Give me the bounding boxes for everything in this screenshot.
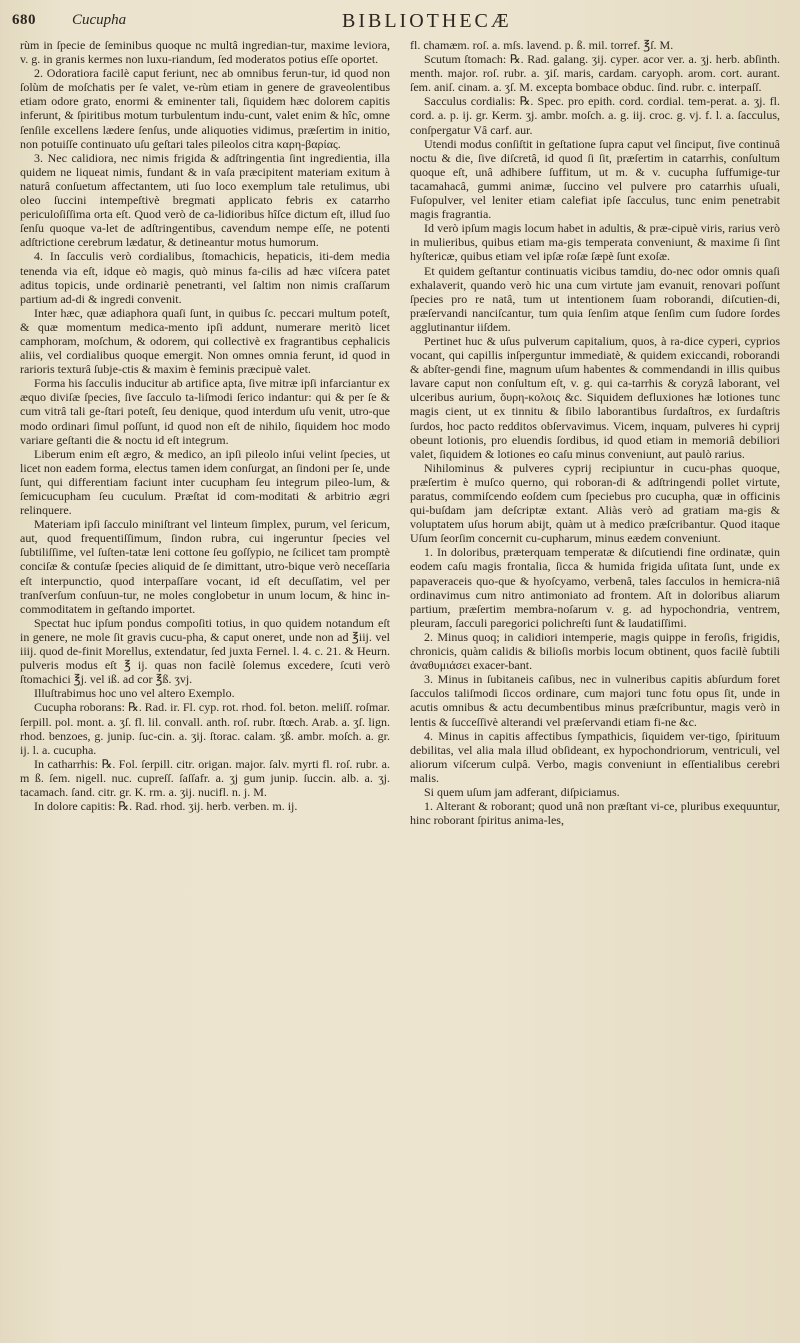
paragraph: 2. Odoratiora facilè caput feriunt, nec ab omnibus ferun-tur, id quod non ſolùm de moſchatis per ſe valet, ve-rùm etiam in genere de graveolentibus etiam odore grato, enormi & eminenter tali, ſiquidem hæc dolorem capitis inferunt, & ſpiritibus motum turbulentum indu-cunt, valet enim & hîc, omne ſenſile excellens lædere ſenſus, unde aliquoties vidimus, præſertim in initio, non potuiſſe continuato uſu geſtari tales pileolos citra καρη-βαρίας. (20, 66, 390, 151)
paragraph: Liberum enim eſt ægro, & medico, an ipſi pileolo inſui velint ſpecies, ut licet non eadem forma, electus tamen idem conſurgat, an ſindoni per ſe, unde ſunt, qui differentiam faciunt inter cucupham ſeu integrum pileo-lum, & ſemicucupham ſeu cuculum. Præſtat id com-moditati & arbitrio ægri relinquere. (20, 446, 390, 518)
left-column (20, 38, 390, 813)
paragraph: 3. Nec calidiora, nec nimis frigida & adſtringentia ſint ingredientia, illa quidem ne liqueat nimis, fundant & in vaſa præcipitent materiam exitum à naturâ conſuetum affectantem, uti ſuo loco exemplum tale retulimus, ubi oleo ſuccini intempeſtivè bregmati applicato febris ex catarrho periculoſiſſima orta eſt. Quod verò de ca-lidioribus hîſce dictum eſt, illud ſuo ſenſu quoque va-let de adſtringentibus, cavendum nempe eſſe, ne potenti adſtrictione cerebrum lædatur, & detineantur motus humorum. (20, 150, 390, 250)
paragraph: rùm in ſpecie de ſeminibus quoque nc multâ ingredian-tur, maxime leviora, v. g. in granis kermes non luxu-riandum, ſed moderatos potius eſſe oportet. (20, 38, 390, 67)
paragraph: 1. In doloribus, præterquam temperatæ & diſcutiendi fine ordinatæ, quin eodem caſu magis frontalia, ſicca & humida frigida uſitata ſunt, unde ex papaveraceis quo-que & hyoſcyamo, verbenâ, tales ſacculos in hemicra-niâ ordinavimus cum nitro antimoniato ad frontem. Aſt in doloribus aliarum partium, præſertim membra-noſarum v. g. ad hypochondria, ventrem, pleuram, ſacculi paregorici polichreſti ſunt & laudatiſſimi. (410, 545, 780, 630)
running-header (12, 10, 788, 38)
paragraph: 1. Alterant & roborant; quod unâ non præſtant vi-ce, pluribus exequuntur, hinc roborant ſpiritus anima-les, (410, 799, 780, 828)
paragraph: In dolore capitis: ℞. Rad. rhod. ʒij. herb. verben. m. ij. (34, 799, 298, 814)
paragraph: Utendi modus conſiſtit in geſtatione ſupra caput vel ſinciput, ſive continuâ noctu & die, ſive diſcretâ, id quod ſi ſit, præſertim in catarrhis, conſultum quoque eſt, unâ adhibere ſuffitum, ut m. & v. cucupha ſuffumige-tur tacamahacâ, gummi animæ, ſuccino vel pulvere pro catarrhis uſuali, Fuſopulver, vel leniter etiam calefiat ipſe ſacculus, tunc enim penetrabit magis fragrantia. (410, 136, 780, 222)
paragraph: Id verò ipſum magis locum habet in adultis, & præ-cipuè viris, rarius verò in mulieribus, quibus etiam ma-gis temperata conveniunt, & maxime ſi ſint hyſtericæ, quibus etiam vel ipſæ roſæ ſæpè ſunt exoſæ. (410, 221, 780, 264)
paragraph: Forma his ſacculis inducitur ab artifice apta, ſive mitræ ipſi infarciantur ex æquo diviſæ ſpecies, ſive ſacculo ta-liſmodi ſerico indantur: qui & per ſe & cum vitrâ tali ge-ſtari poteſt, ſeu denique, quod interdum uſu venit, utro-que modo ordinari ſimul poſſunt, id quod non eſt de nihilo, ſiquidem hoc modo variare geſtanti die & noctu id eſt integrum. (20, 376, 390, 447)
paragraph: Spectat huc ipſum pondus compoſiti totius, in quo quidem notandum eſt in genere, ne mole ſit gravis cucu-pha, & caput oneret, unde non ad ℥iij. vel iiij. quod de-finit Morellus, extendatur, ſed juxta Fernel. l. 4. c. 21. & Heurn. pulveris modus eſt ℥ ij. quas non facilè ſolemus excedere, ſcuti verò ſtomachici ℥j. vel iß. ad cor ℥ß. ʒvj. (20, 615, 390, 687)
paragraph: 4. Minus in capitis affectibus ſympathicis, ſiquidem ver-tigo, ſpirituum debilitas, vel alia mala illud obſideant, ex hypochondriorum, ventriculi, vel aliorum viſcerum culpâ. Verbo, magis conveniunt in eſſentialibus cerebri malis. (410, 728, 780, 785)
paragraph: Inter hæc, quæ adiaphora quaſi ſunt, in quibus ſc. peccari multum poteſt, & quæ momentum medica-mento ipſi addunt, numerare meritò licet camphoram, moſchum, & odorem, qui collectivè ex fragrantibus cephalicis aliis, vel cordialibus quoque emergit. Non omnes omnia ferunt, id quod in rarioris texturâ ſubje-ctis & maxim è feminis præcipuè valet. (20, 305, 390, 377)
paragraph: Illuſtrabimus hoc uno vel altero Exemplo. (34, 686, 235, 701)
paragraph: 2. Minus quoq; in calidiori intemperie, magis quippe in feroſis, frigidis, chronicis, quàm calidis & bilioſis morbis locum obtinent, quos facilè ſubtili ἀναθυμιάσει exacer-bant. (410, 629, 780, 673)
paragraph: Scutum ſtomach: ℞. Rad. galang. ʒij. cyper. acor ver. a. ʒj. herb. abſinth. menth. major. roſ. rubr. a. ʒiſ. maris, cardam. caryoph. arom. cort. aurant. ſem. aniſ. cinam. a. ʒſ. M. excepta bombace obduc. ſind. rubr. c. interpaſſ. (410, 52, 780, 95)
paragraph: Cucupha roborans: ℞. Rad. ir. Fl. cyp. rot. rhod. fol. beton. meliſſ. roſmar. ſerpill. pol. mont. a. ʒſ. fl. lil. convall. anth. roſ. rubr. ſtœch. Arab. a. ʒſ. lign. rhod. benzoes, g. junip. ſuc-cin. a. ʒij. ſtorac. calam. ʒß. ambr. moſch. a. gr. ij. l. a. cucupha. (20, 700, 390, 757)
paragraph: Si quem uſum jam adferant, diſpiciamus. (424, 784, 620, 799)
paragraph: 3. Minus in ſubitaneis caſibus, nec in vulneribus capitis abſurdum foret ſacculos taliſmodi ſiccos ordinare, cum majori tunc fotu opus ſit, unde in acutis omnibus & actu decumbentibus minus præſcribuntur, magis verò in lentis & ſucceſſivè alterandi vel præſervandi etiam fi-ne &c. (410, 672, 780, 729)
paragraph: In catharrhis: ℞. Fol. ſerpill. citr. origan. major. ſalv. myrti fl. roſ. rubr. a. m ß. ſem. nigell. nuc. cupreſſ. ſaſſafr. a. ʒj gum junip. ſuccin. alb. a. ʒj. tacamach. ſand. citr. gr. K. rm. a. ʒij. nucifl. n. j. M. (20, 756, 390, 799)
page-number: 680 (12, 12, 36, 28)
running-head-keyword: Cucupha (72, 12, 127, 28)
paragraph: fl. chamæm. roſ. a. mſs. lavend. p. ß. mil. torref. ℥ſ. M. (410, 38, 674, 52)
paragraph: Nihilominus & pulveres cyprij recipiuntur in cucu-phas quoque, præſertim è muſco quernο, qui roboran-di & adſtringendi pollet virtute, paratus, commiſcendo eoſdem cum ſpeciebus pro cucupha, quæ in officinis qui-buſdam jam deſcriptæ extant. Aliàs verò ad gratiam ma-gis & voluptatem uſus horum abijt, quàm ut à medico præſcribantur. Quod itaque Uſum ſeorſim concernit cu-cupharum, minus eædem conveniunt. (410, 460, 780, 546)
paragraph: 4. In ſacculis verò cordialibus, ſtomachicis, hepaticis, iti-dem media tenenda via eſt, idque eò magis, quò minus fa-cilis ad hæc viſcera patet aditus topicis, unde ordinariè penetranti, vel ſaltim non nimis craſſarum partium ad-di & ingredi convenit. (20, 249, 390, 306)
running-head-title: BIBLIOTHECÆ (342, 10, 512, 32)
paragraph: Materiam ipſi ſacculo miniſtrant vel linteum ſimplex, purum, vel ſericum, aut, quod frequentiſſimum, ſindon rubra, cui ingeruntur ſpecies vel ſubtiliſſime, vel ſuſten-tatæ leni cottone ſeu goſſypio, ne ſcilicet tam promptè conciſæ & contuſæ ſpecies aliquid de ſe dimittant, utro-bique verò neceſſaria eſt interpunctio, quod interpaſſare vocant, id eſt decuſſatim, vel per tranſverſum conſuun-tur, ne moles conglobetur in unum locum, & hinc in-commoditatem in geſtando importet. (20, 517, 390, 616)
paragraph: Sacculus cordialis: ℞. Spec. pro epith. cord. cordial. tem-perat. a. ʒj. fl. cord. a. p. ij. gr. Kerm. ʒj. ambr. moſch. a. g. iij. croc. g. vj. f. l. a. ſacculus, conſpergatur Vâ carf. aur. (410, 94, 780, 137)
right-column (410, 38, 780, 827)
paragraph: Pertinet huc & uſus pulverum capitalium, quos, à ra-dice cyperi, cyprios vocant, qui capillis inſperguntur immediatè, & quidem exiccandi, roborandi & abſter-gendi fine, magnum uſum habentes & commendandi in illis quibus lavare caput non conſultum eſt, v. g. qui ca-tarrhis & coryzâ laborant, vel ulceribus aurium, ὄυρη-κολοις &c. Siquidem defluxiones hæ lotiones tunc magis cient, ut ex tinnitu & ſibilo laborantibus ſurdaſtros, ex ſurdaſtris ſurdos, hoc pacto redditos obſervavimus. Vicem, inquam, pulveres hi cyprij obeunt lotionis, pro eluendis ſordibus, id quod etiam in memoriâ debiliori valet, ſiquidem & lotiones eo caſu minus conveniunt, aut paulò rarius. (410, 333, 780, 461)
paragraph: Et quidem geſtantur continuatis vicibus tamdiu, do-nec odor omnis quaſi exhalaverit, quando verò hic una cum virtute jam evanuit, renovari poſſunt ſpecies pro re natâ, tum ut intentionem ſuam roborandi, diſcutien-di, præſervandi nanciſcantur, tum quia ſenſim atque ſenſim cum ſudore ſordes agglutinantur iiſdem. (410, 263, 780, 334)
